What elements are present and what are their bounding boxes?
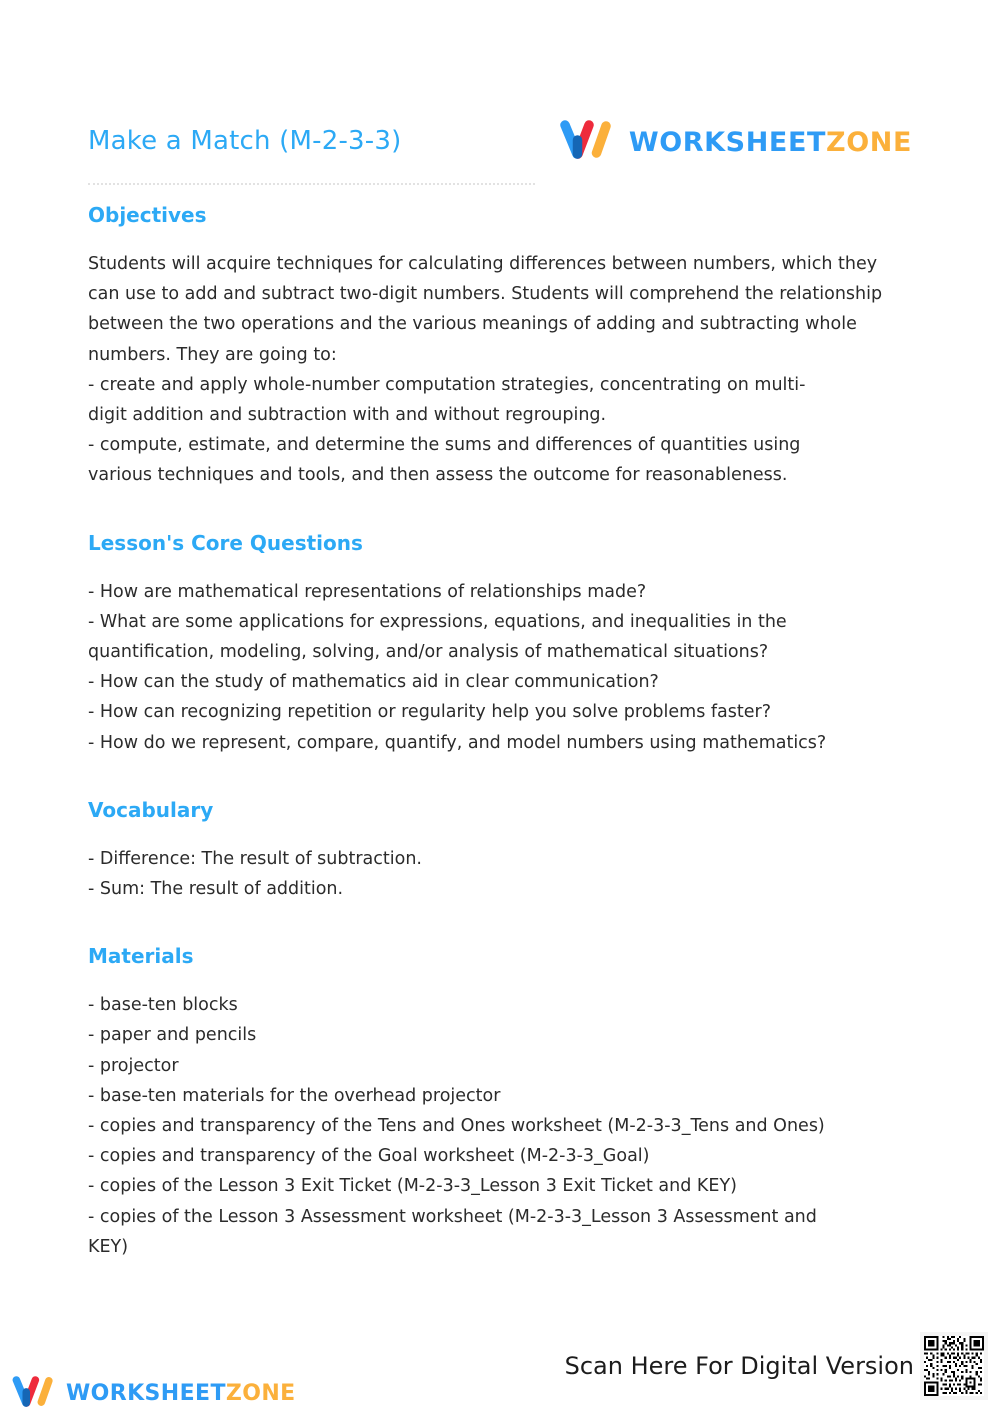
section-heading-materials: Materials [88, 944, 194, 969]
page-title: Make a Match (M-2-3-3) [88, 126, 402, 156]
brand-word-primary: WORKSHEET [66, 1381, 226, 1406]
text-line: - How are mathematical representations of relationships made? [88, 581, 647, 602]
section-materials [88, 944, 918, 1262]
text-line: various techniques and tools, and then assess the outcome for reasonableness. [88, 465, 788, 486]
title-divider [88, 183, 535, 185]
text-line: between the two operations and the various meanings of adding and subtracting whole [88, 314, 857, 335]
text-line: - paper and pencils [88, 1025, 257, 1046]
text-line: KEY) [88, 1236, 129, 1257]
brand-word-secondary: ZONE [225, 1381, 296, 1406]
section-body-objectives [88, 249, 918, 491]
text-line: numbers. They are going to: [88, 344, 337, 365]
page-header [88, 118, 912, 190]
text-line: - compute, estimate, and determine the sums and differences of quantities using [88, 435, 801, 456]
text-line: - copies of the Lesson 3 Exit Ticket (M-2-3-3_Lesson 3 Exit Ticket and KEY) [88, 1176, 737, 1197]
section-core-questions [88, 531, 918, 758]
brand-word-primary: WORKSHEET [628, 126, 827, 158]
text-line: - projector [88, 1055, 179, 1076]
section-vocabulary [88, 798, 918, 904]
text-line: - create and apply whole-number computation strategies, concentrating on multi- [88, 374, 806, 395]
text-line: - Difference: The result of subtraction. [88, 848, 422, 869]
text-line: - What are some applications for expressions, equations, and inequalities in the [88, 611, 787, 632]
scan-label: Scan Here For Digital Version [564, 1352, 914, 1380]
text-line: - Sum: The result of addition. [88, 879, 344, 900]
section-heading-objectives: Objectives [88, 203, 207, 227]
scan-prompt [565, 1332, 988, 1400]
text-line: - copies and transparency of the Tens and Ones worksheet (M-2-3-3_Tens and Ones) [88, 1116, 825, 1137]
qr-code[interactable] [920, 1332, 988, 1400]
section-objectives [88, 203, 918, 491]
text-line: can use to add and subtract two-digit numbers. Students will comprehend the relationship [88, 284, 883, 305]
worksheetzone-w-icon [10, 1376, 56, 1412]
worksheetzone-w-icon [557, 120, 615, 164]
text-line: - copies and transparency of the Goal worksheet (M-2-3-3_Goal) [88, 1146, 650, 1167]
page-footer [0, 1294, 1000, 1414]
text-line: digit addition and subtraction with and without regrouping. [88, 405, 607, 426]
section-heading-core-questions: Lesson's Core Questions [88, 530, 363, 555]
text-line: - copies of the Lesson 3 Assessment worksheet (M-2-3-3_Lesson 3 Assessment and [88, 1206, 817, 1227]
footer-brand-logo [10, 1376, 296, 1412]
text-line: - base-ten materials for the overhead projector [88, 1085, 501, 1106]
section-body-vocabulary [88, 844, 918, 904]
text-line: Students will acquire techniques for calculating differences between numbers, which they [88, 254, 878, 274]
text-line: - How can the study of mathematics aid in clear communication? [88, 672, 659, 693]
brand-wordmark [66, 1383, 296, 1405]
header-brand-logo [557, 118, 912, 164]
brand-wordmark [628, 126, 912, 158]
section-body-core-questions [88, 577, 918, 758]
brand-word-secondary: ZONE [826, 126, 912, 158]
text-line: - How do we represent, compare, quantify, and model numbers using mathematics? [88, 732, 827, 753]
worksheet-content [88, 203, 918, 1280]
section-body-materials [88, 990, 918, 1262]
text-line: - How can recognizing repetition or regularity help you solve problems faster? [88, 702, 772, 723]
text-line: quantification, modeling, solving, and/or analysis of mathematical situations? [88, 642, 769, 663]
section-heading-vocabulary: Vocabulary [88, 797, 214, 822]
text-line: - base-ten blocks [88, 995, 238, 1016]
